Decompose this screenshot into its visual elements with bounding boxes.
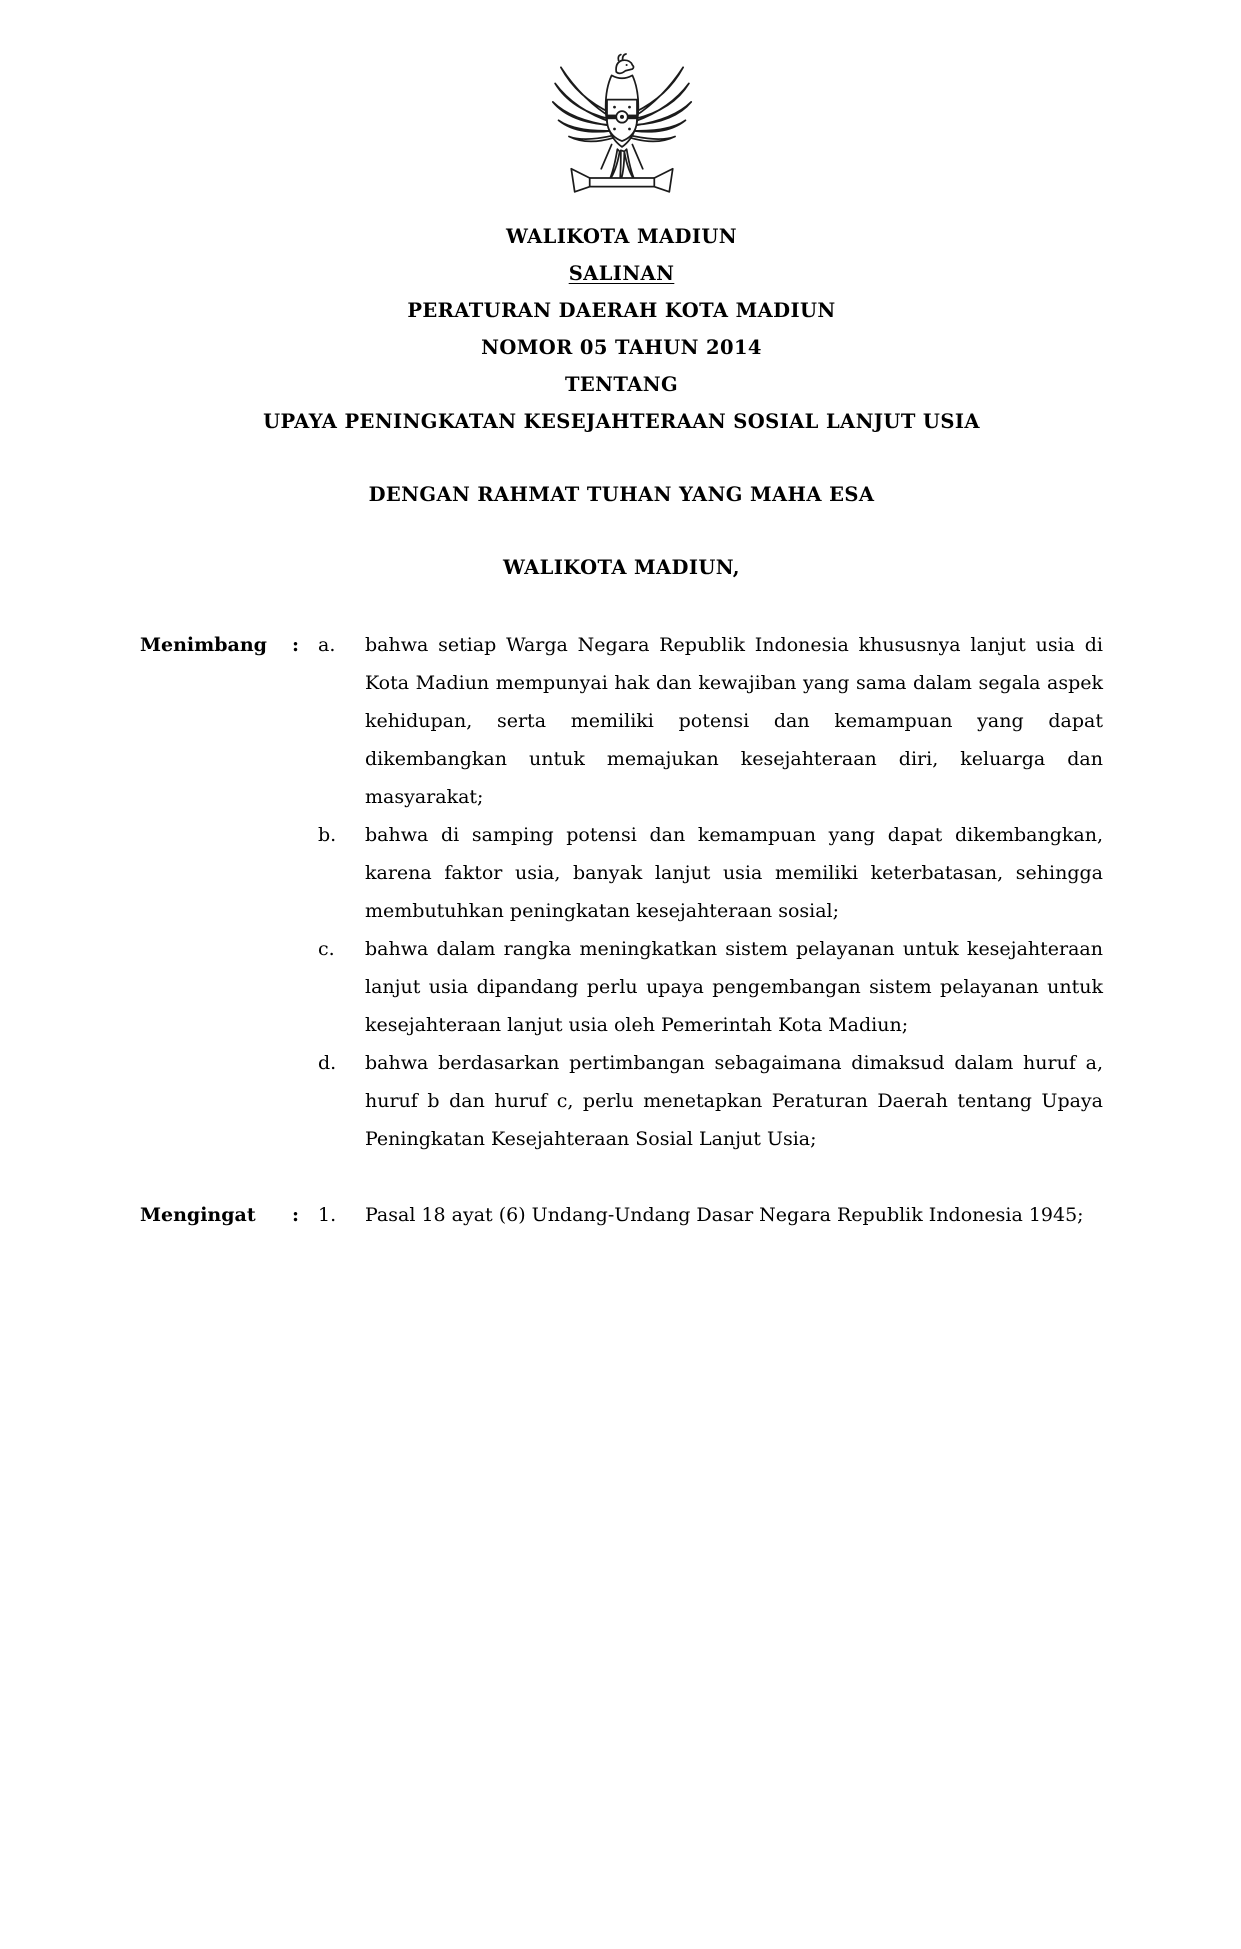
- spacer-cell: [140, 930, 292, 1044]
- document-header: [140, 218, 1103, 440]
- section-mengingat: [140, 1196, 1103, 1234]
- document-body: [140, 626, 1103, 1234]
- section-colon: :: [292, 634, 300, 656]
- item-text: bahwa berdasarkan pertimbangan sebagaimana dimaksud dalam huruf a, huruf b dan huruf c, perlu menetapkan Peraturan Daerah tentang Upaya Peningkatan Kesejahteraan Sosial Lanjut Usia;: [365, 1052, 1103, 1150]
- heading-about-label: TENTANG: [564, 373, 679, 396]
- heading-subject: UPAYA PENINGKATAN KESEJAHTERAAN SOSIAL LANJUT USIA: [263, 410, 980, 433]
- item-text: Pasal 18 ayat (6) Undang-Undang Dasar Negara Republik Indonesia 1945;: [365, 1204, 1084, 1226]
- item-text: bahwa di samping potensi dan kemampuan yang dapat dikembangkan, karena faktor usia, banyak lanjut usia memiliki keterbatasan, sehingga membutuhkan peningkatan kesejahteraan sosial;: [365, 824, 1103, 922]
- heading-regulation-number: NOMOR 05 TAHUN 2014: [481, 336, 762, 359]
- spacer-cell: [292, 1044, 318, 1158]
- item-marker: b.: [318, 824, 337, 846]
- item-marker: 1.: [318, 1204, 337, 1226]
- section-label: Mengingat: [140, 1204, 256, 1226]
- spacer-cell: [140, 816, 292, 930]
- spacer-cell: [140, 1044, 292, 1158]
- enacting-authority-line: WALIKOTA MADIUN,: [503, 556, 740, 579]
- garuda-emblem-svg: [547, 50, 697, 208]
- invocation-line: DENGAN RAHMAT TUHAN YANG MAHA ESA: [368, 483, 875, 506]
- item-marker: c.: [318, 938, 335, 960]
- section-colon: :: [292, 1204, 300, 1226]
- item-marker: a.: [318, 634, 336, 656]
- spacer-cell: [292, 816, 318, 930]
- garuda-pancasila-emblem: [140, 50, 1103, 208]
- heading-regulation-type: PERATURAN DAERAH KOTA MADIUN: [407, 299, 836, 322]
- spacer-cell: [292, 930, 318, 1044]
- item-text: bahwa dalam rangka meningkatkan sistem pelayanan untuk kesejahteraan lanjut usia dipandang perlu upaya pengembangan sistem pelayanan untuk kesejahteraan lanjut usia oleh Pemerintah Kota Madiun;: [365, 938, 1103, 1036]
- item-marker: d.: [318, 1052, 337, 1074]
- section-label: Menimbang: [140, 634, 267, 656]
- heading-copy-status: SALINAN: [568, 262, 675, 285]
- section-menimbang: [140, 626, 1103, 1158]
- heading-authority: WALIKOTA MADIUN: [506, 225, 737, 248]
- item-text: bahwa setiap Warga Negara Republik Indonesia khususnya lanjut usia di Kota Madiun mempunyai hak dan kewajiban yang sama dalam segala aspek kehidupan, serta memiliki potensi dan kemampuan yang dapat dikembangkan untuk memajukan kesejahteraan diri, keluarga dan masyarakat;: [365, 634, 1103, 808]
